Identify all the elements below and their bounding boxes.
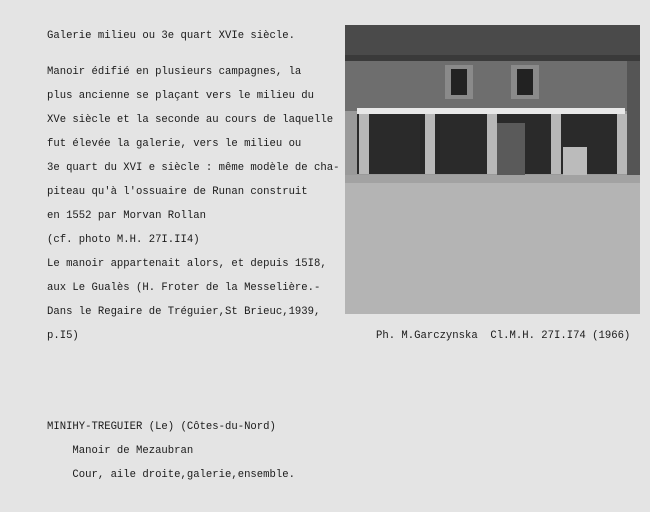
description-line: Dans le Regaire de Tréguier,St Brieuc,1939,: [47, 306, 321, 318]
stone-wall: [345, 61, 640, 111]
description-line: p.I5): [47, 330, 79, 342]
photo-manoir-galerie: [345, 25, 640, 314]
location-line: Cour, aile droite,galerie,ensemble.: [47, 469, 295, 481]
card-title: Galerie milieu ou 3e quart XVIe siècle.: [47, 30, 295, 42]
description-line: 3e quart du XVI e siècle : même modèle de cha-: [47, 162, 340, 174]
location-line: MINIHY-TREGUIER (Le) (Côtes-du-Nord): [47, 421, 276, 433]
description-line: XVe siècle et la seconde au cours de laquelle: [47, 114, 334, 126]
location-line: Manoir de Mezaubran: [47, 445, 194, 457]
description-line: en 1552 par Morvan Rollan: [47, 210, 206, 222]
description-line: piteau qu'à l'ossuaire de Runan construit: [47, 186, 308, 198]
gallery-beam: [357, 108, 625, 114]
location: [47, 409, 295, 493]
description-line: Le manoir appartenait alors, et depuis 15I8,: [47, 258, 327, 270]
description-line: (cf. photo M.H. 27I.II4): [47, 234, 200, 246]
description-line: fut élevée la galerie, vers le milieu ou: [47, 138, 302, 150]
description-line: plus ancienne se plaçant vers le milieu du: [47, 90, 315, 102]
description-line: Manoir édifié en plusieurs campagnes, la: [47, 66, 302, 78]
description: [47, 54, 339, 354]
courtyard: [345, 175, 640, 314]
photo-credit: Ph. M.Garczynska Cl.M.H. 27I.I74 (1966): [376, 330, 631, 342]
description-line: aux Le Gualès (H. Froter de la Messelière.-: [47, 282, 321, 294]
